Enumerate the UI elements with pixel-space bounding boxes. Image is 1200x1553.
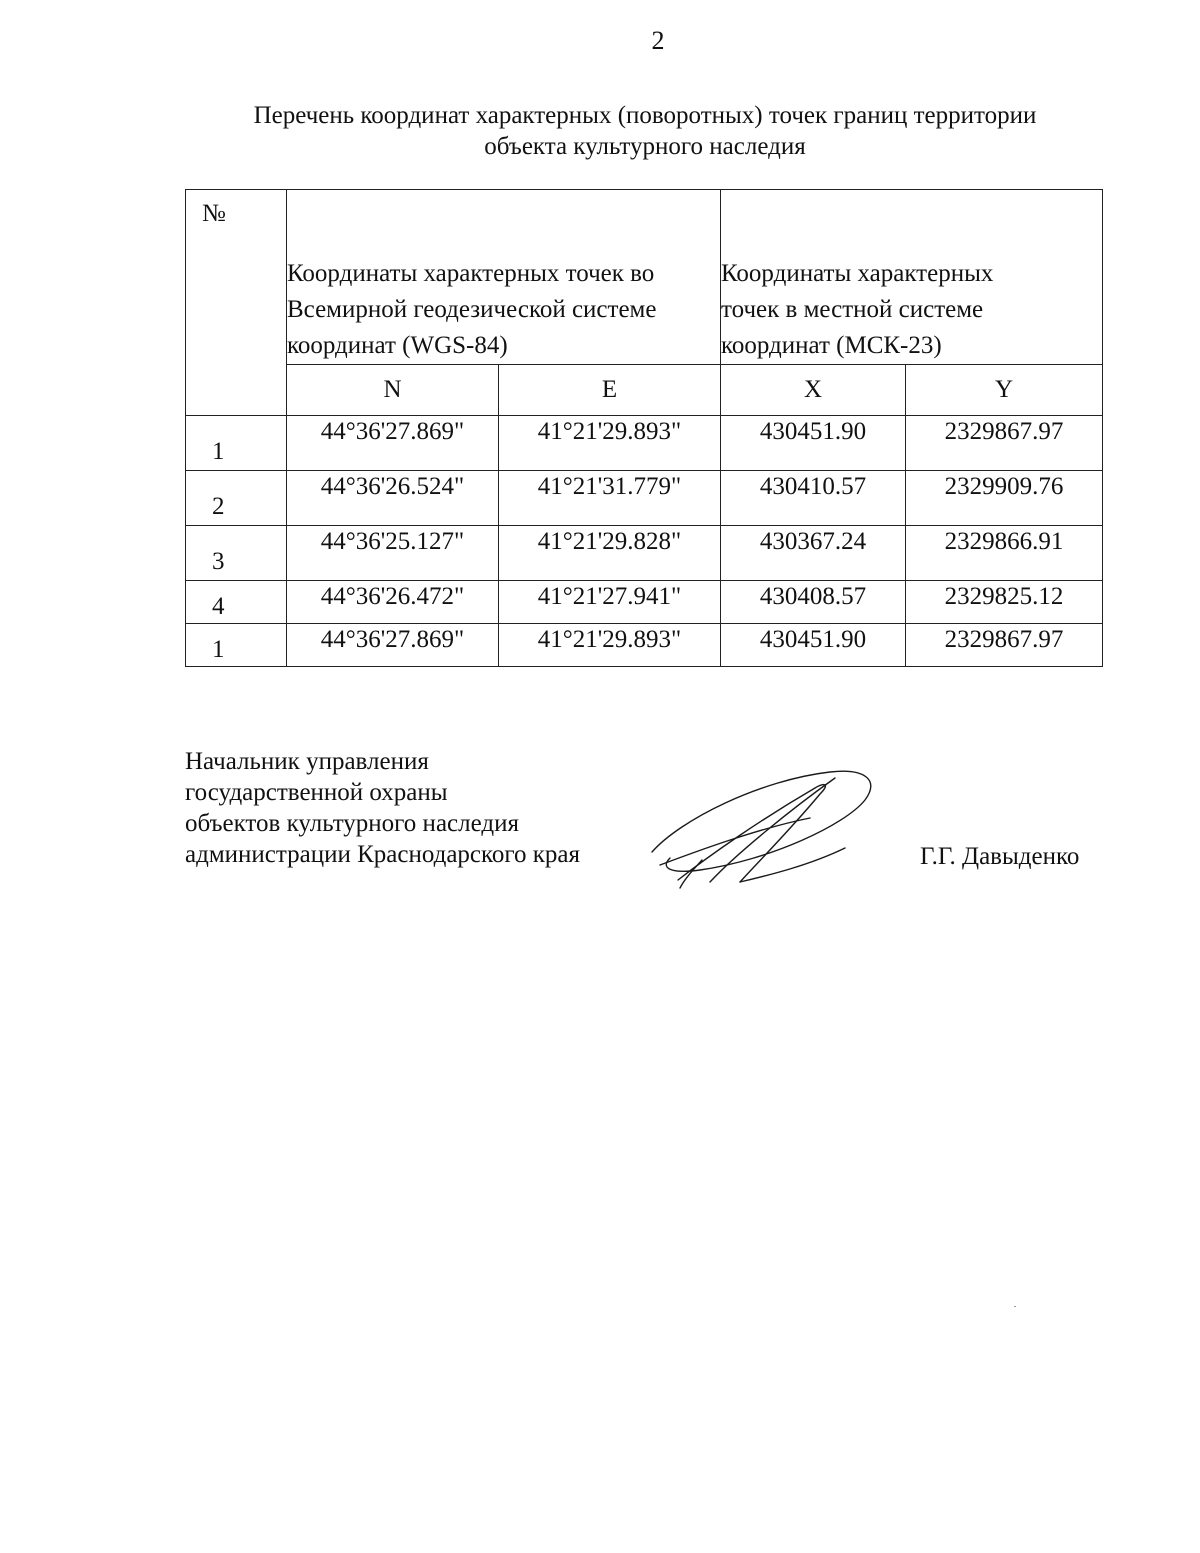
title-line-2: объекта культурного наследия: [484, 133, 806, 160]
table-row: [186, 526, 1103, 581]
wgs84-header-line: Координаты характерных точек во: [287, 260, 655, 287]
longitude-cell: 41°21'31.779": [499, 471, 721, 526]
point-number: 3: [186, 526, 287, 581]
signatory-title-line: государственной охраны: [185, 779, 448, 806]
subheader-x: X: [721, 365, 906, 416]
signer-name: Г.Г. Давыденко: [920, 843, 1080, 870]
wgs84-header-line: координат (WGS-84): [287, 332, 508, 359]
subheader-n: N: [287, 365, 499, 416]
table-subheader-row: [186, 365, 1103, 416]
longitude-cell: 41°21'27.941": [499, 581, 721, 624]
msk23-header-line: Координаты характерных: [721, 260, 994, 287]
coordinates-table: [185, 189, 1103, 667]
number-header: №: [186, 190, 287, 416]
wgs84-header: [287, 190, 721, 365]
page-number: 2: [651, 26, 665, 55]
wgs84-header-line: Всемирной геодезической системе: [287, 296, 657, 323]
latitude-cell: 44°36'27.869": [287, 416, 499, 471]
table-row: [186, 471, 1103, 526]
msk23-header-line: координат (МСК-23): [721, 332, 942, 359]
longitude-cell: 41°21'29.893": [499, 624, 721, 667]
signatory-title: [185, 746, 580, 870]
y-cell: 2329909.76: [906, 471, 1103, 526]
point-number: 4: [186, 581, 287, 624]
x-cell: 430410.57: [721, 471, 906, 526]
scan-speck: [1014, 1306, 1016, 1307]
msk23-header: [721, 190, 1103, 365]
subheader-y: Y: [906, 365, 1103, 416]
table-row: [186, 416, 1103, 471]
x-cell: 430451.90: [721, 624, 906, 667]
signatory-title-line: объектов культурного наследия: [185, 810, 519, 837]
subheader-e: E: [499, 365, 721, 416]
signatory-title-line: Начальник управления: [185, 748, 429, 775]
table-header-row: [186, 190, 1103, 365]
latitude-cell: 44°36'26.524": [287, 471, 499, 526]
msk23-header-line: точек в местной системе: [721, 296, 984, 323]
y-cell: 2329825.12: [906, 581, 1103, 624]
handwritten-signature: [640, 760, 890, 900]
y-cell: 2329866.91: [906, 526, 1103, 581]
signatory-title-line: администрации Краснодарского края: [185, 841, 581, 868]
y-cell: 2329867.97: [906, 416, 1103, 471]
y-cell: 2329867.97: [906, 624, 1103, 667]
longitude-cell: 41°21'29.828": [499, 526, 721, 581]
document-title: [190, 100, 1100, 162]
table-row: [186, 581, 1103, 624]
point-number: 1: [186, 624, 287, 667]
x-cell: 430367.24: [721, 526, 906, 581]
longitude-cell: 41°21'29.893": [499, 416, 721, 471]
title-line-1: Перечень координат характерных (поворотных) точек границ территории: [253, 102, 1037, 129]
latitude-cell: 44°36'25.127": [287, 526, 499, 581]
latitude-cell: 44°36'27.869": [287, 624, 499, 667]
table-row: [186, 624, 1103, 667]
point-number: 1: [186, 416, 287, 471]
x-cell: 430451.90: [721, 416, 906, 471]
point-number: 2: [186, 471, 287, 526]
x-cell: 430408.57: [721, 581, 906, 624]
latitude-cell: 44°36'26.472": [287, 581, 499, 624]
